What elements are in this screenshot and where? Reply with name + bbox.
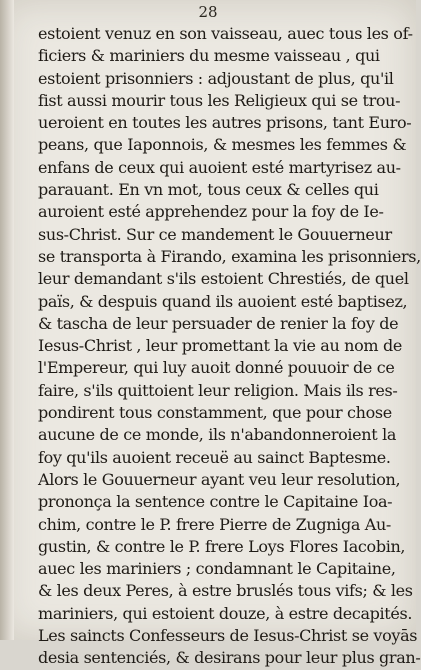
text-line: leur demandant s'ils estoient Chrestiés, de quel — [38, 269, 409, 289]
text-line: auec les mariniers ; condamnant le Capitaine, — [38, 559, 396, 579]
text-line: & tascha de leur persuader de renier la foy de — [38, 313, 399, 333]
text-line: estoient prisonniers : adjoustant de plus, qu'il — [38, 68, 394, 88]
body-text — [38, 23, 421, 670]
text-line: auroient esté apprehendez pour la foy de Ie- — [38, 202, 384, 222]
text-line: Alors le Gouuerneur ayant veu leur resolution, — [38, 469, 401, 489]
text-line: foy qu'ils auoient receuë au sainct Baptesme. — [38, 447, 391, 467]
text-line: ficiers & mariniers du mesme vaisseau , qui — [38, 46, 380, 66]
text-line: gustin, & contre le P. frere Loys Flores Iacobin, — [38, 536, 406, 556]
text-line: païs, & despuis quand ils auoient esté baptisez, — [38, 291, 408, 311]
text-line: prononça la sentence contre le Capitaine Ioa- — [38, 492, 393, 512]
text-line: aucune de ce monde, ils n'abandonneroient la — [38, 425, 397, 445]
text-line: fist aussi mourir tous les Religieux qui se trou- — [38, 90, 401, 110]
text-line: estoient venuz en son vaisseau, auec tous les of- — [38, 24, 413, 43]
page-binding-edge — [0, 0, 14, 640]
text-line: pondirent tous constamment, que pour chose — [38, 403, 392, 423]
text-line: chim, contre le P. frere Pierre de Zugniga Au- — [38, 514, 391, 534]
text-line: ueroient en toutes les autres prisons, tant Euro- — [38, 113, 412, 133]
text-line: sus-Christ. Sur ce mandement le Gouuerneur — [38, 224, 392, 244]
text-line: & les deux Peres, à estre bruslés tous vifs; & les — [38, 581, 413, 601]
text-line: parauant. En vn mot, tous ceux & celles qui — [38, 180, 379, 200]
text-line: enfans de ceux qui auoient esté martyrisez au- — [38, 157, 401, 177]
text-line: Les saincts Confesseurs de Iesus-Christ se voyās — [38, 626, 418, 646]
text-line: desia sentenciés, & desirans pour leur plus gran- — [38, 648, 421, 668]
text-line: se transporta à Firando, examina les prisonniers, — [38, 246, 421, 266]
page-number: 28 — [198, 3, 218, 21]
text-line: mariniers, qui estoient douze, à estre decapités. — [38, 603, 413, 623]
text-line: faire, s'ils quittoient leur religion. Mais ils res- — [38, 380, 398, 400]
text-line: peans, que Iaponnois, & mesmes les femmes & — [38, 135, 407, 155]
text-line: Iesus-Christ , leur promettant la vie au nom de — [38, 336, 402, 356]
text-line: l'Empereur, qui luy auoit donné pouuoir de ce — [38, 358, 395, 378]
